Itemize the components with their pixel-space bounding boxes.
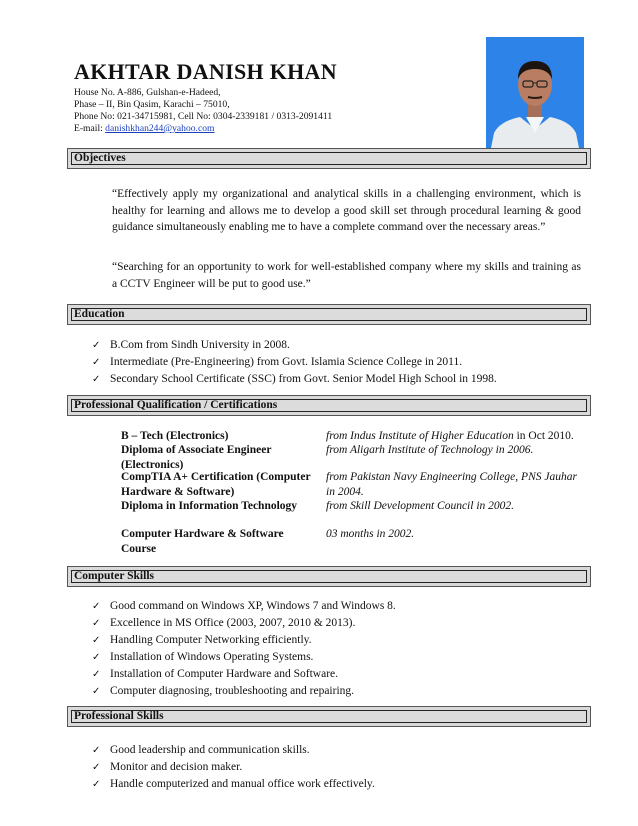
checkmark-icon: ✓ [92,652,101,663]
qualification-name: CompTIA A+ Certification (Computer Hardware & Software) [121,471,311,498]
qualification-detail: 03 months in 2002. [326,528,415,540]
qualification-name: Computer Hardware & Software Course [121,528,284,555]
checkmark-icon: ✓ [92,686,101,697]
section-header-education [67,304,591,325]
list-item: ✓ Installation of Computer Hardware and Software. [92,666,396,683]
section-title: Professional Qualification / Certifications [74,399,278,411]
profile-photo [486,37,584,153]
checkmark-icon: ✓ [92,357,101,368]
professional-skills-list [92,742,375,793]
list-item: ✓ Good command on Windows XP, Windows 7 and Windows 8. [92,598,396,615]
qualification-detail: from Pakistan Navy Engineering College, PNS Jauhar in 2004. [326,471,577,498]
list-item: ✓ Excellence in MS Office (2003, 2007, 2010 & 2013). [92,615,396,632]
address-line-1: House No. A-886, Gulshan-e-Hadeed, [74,87,221,98]
section-header-computer-skills [67,566,591,587]
section-title: Professional Skills [74,710,164,722]
checkmark-icon: ✓ [92,618,101,629]
list-item: ✓ Installation of Windows Operating Systems. [92,649,396,666]
section-header-professional-skills [67,706,591,727]
qualification-name: Diploma in Information Technology [121,500,298,512]
qualification-detail: from Aligarh Institute of Technology in 2006. [326,444,534,456]
list-item: ✓ Handling Computer Networking efficiently. [92,632,396,649]
list-item: ✓ Computer diagnosing, troubleshooting and repairing. [92,683,396,700]
qualification-name: Diploma of Associate Engineer (Electronics) [121,444,272,471]
checkmark-icon: ✓ [92,635,101,646]
checkmark-icon: ✓ [92,762,101,773]
qualification-name: B – Tech (Electronics) [121,430,229,442]
section-header-qualifications [67,395,591,416]
list-item: ✓ Good leadership and communication skills. [92,742,375,759]
list-item: ✓ Intermediate (Pre-Engineering) from Govt. Islamia Science College in 2011. [92,354,497,371]
section-title: Education [74,308,125,320]
computer-skills-list [92,598,396,700]
candidate-name: AKHTAR DANISH KHAN [74,59,337,84]
objective-paragraph-1: “Effectively apply my organizational and analytical skills in a challenging environment, which is healthy for learning and allows me to develop a good skill set through procedural learning & good guidance simultaneously enabling me to have a complete command over the necessary areas.” [112,188,581,233]
qualification-detail: from Indus Institute of Higher Education in Oct 2010. [326,430,574,442]
email-link[interactable]: danishkhan244@yahoo.com [105,123,215,134]
education-list [92,337,497,388]
email-label: E-mail: [74,123,106,134]
checkmark-icon: ✓ [92,779,101,790]
checkmark-icon: ✓ [92,340,101,351]
checkmark-icon: ✓ [92,669,101,680]
checkmark-icon: ✓ [92,601,101,612]
list-item: ✓ Secondary School Certificate (SSC) from Govt. Senior Model High School in 1998. [92,371,497,388]
section-header-objectives [67,148,591,169]
address-line-2: Phase – II, Bin Qasim, Karachi – 75010, [74,99,230,110]
email-line [74,123,214,135]
person-portrait-icon [486,37,584,153]
checkmark-icon: ✓ [92,374,101,385]
list-item: ✓ B.Com from Sindh University in 2008. [92,337,497,354]
objective-paragraph-2: “Searching for an opportunity to work for well-established company where my skills and training as a CCTV Engineer will be put to good use.” [112,261,581,290]
list-item: ✓ Monitor and decision maker. [92,759,375,776]
qualification-detail: from Skill Development Council in 2002. [326,500,515,512]
checkmark-icon: ✓ [92,745,101,756]
section-title: Computer Skills [74,570,154,582]
section-title: Objectives [74,152,126,164]
list-item: ✓ Handle computerized and manual office work effectively. [92,776,375,793]
phone-line: Phone No: 021-34715981, Cell No: 0304-2339181 / 0313-2091411 [74,111,333,122]
